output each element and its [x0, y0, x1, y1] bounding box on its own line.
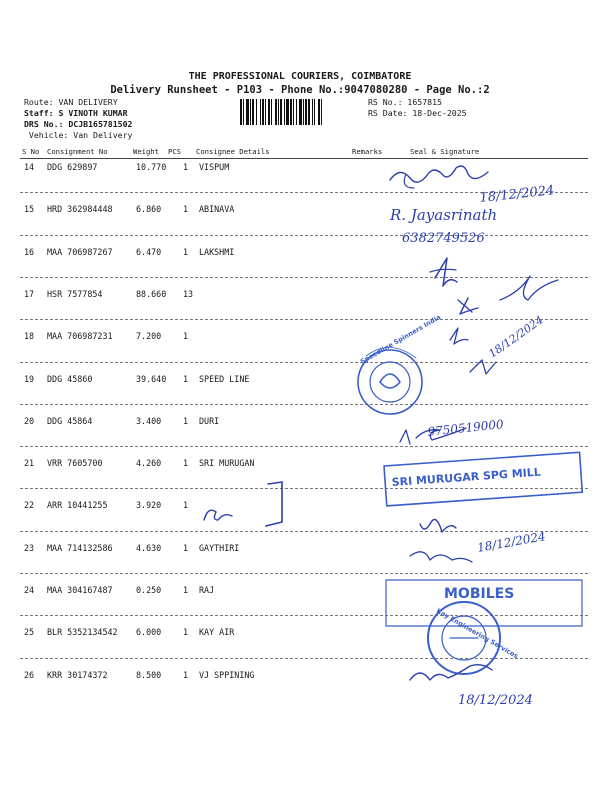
cell-consignment: KRR 30174372 [47, 669, 108, 680]
cell-pcs: 1 [183, 415, 189, 426]
cell-sno: 23 [24, 542, 35, 553]
barcode-bar [250, 99, 251, 125]
cell-pcs: 1 [183, 162, 189, 172]
cell-weight: 88.660 [136, 288, 167, 299]
cell-consignment: HSR 7577854 [47, 288, 103, 299]
cell-pcs: 13 [183, 288, 194, 299]
cell-pcs: 1 [183, 669, 189, 680]
barcode-bar [299, 99, 302, 125]
barcode-bar [278, 99, 279, 125]
date-handwritten-1: 18/12/2024 [478, 183, 555, 206]
barcode-bar [286, 99, 289, 125]
barcode-bar [321, 99, 322, 125]
route-label: Route: VAN DELIVERY [24, 97, 118, 107]
cell-consignee: SRI MURUGAN [199, 458, 255, 469]
barcode [240, 99, 362, 125]
cell-sno: 24 [24, 585, 35, 595]
runsheet-meta-right [368, 97, 467, 119]
cell-consignee: GAYTHIRI [199, 542, 240, 553]
cell-weight: 8.500 [136, 669, 162, 680]
signature-name-15: R. Jayasrinath [390, 206, 498, 224]
cell-consignment: MAA 304167487 [47, 585, 113, 595]
date-handwritten-4: 18/12/2024 [458, 693, 533, 708]
col-header-consignee: Consignee Details [196, 147, 270, 156]
cell-weight: 6.000 [136, 627, 162, 638]
cell-weight: 0.250 [136, 585, 162, 595]
cell-weight: 39.640 [136, 373, 167, 384]
cell-consignment: HRD 362984448 [47, 204, 113, 215]
cell-sno: 17 [24, 288, 35, 299]
cell-consignment: DDG 45864 [47, 415, 93, 426]
staff-label: Staff: S VINOTH KUMAR [24, 108, 128, 118]
date-handwritten-2: 18/12/2024 [486, 313, 546, 361]
barcode-bar [252, 99, 254, 125]
barcode-bar [290, 99, 292, 125]
barcode-bar [265, 99, 266, 125]
cell-weight: 6.470 [136, 246, 162, 257]
barcode-bar [243, 99, 244, 125]
cell-pcs: 1 [183, 458, 189, 469]
barcode-bar [303, 99, 304, 125]
rs-date: RS Date: 18-Dec-2025 [368, 108, 467, 118]
cell-pcs: 1 [183, 331, 189, 342]
cell-weight: 10.770 [136, 162, 167, 172]
runsheet-meta-left [24, 97, 132, 141]
cell-consignee: DURI [199, 415, 220, 426]
cell-consignment: DDG 629897 [47, 162, 98, 172]
cell-pcs: 1 [183, 585, 189, 595]
barcode-bar [308, 99, 310, 125]
col-header-consignment: Consignment No [47, 147, 108, 156]
signature-phone-20: 9750519000 [426, 417, 505, 439]
cell-consignee: VISPUM [199, 162, 230, 172]
cell-consignee: SPEED LINE [199, 373, 250, 384]
signatures-and-stamps [340, 150, 600, 710]
company-title: THE PROFESSIONAL COURIERS, COIMBATORE [188, 71, 412, 82]
signature-phone-15: 6382749526 [402, 231, 485, 246]
cell-sno: 15 [24, 204, 35, 215]
col-header-weight: Weight [133, 147, 159, 156]
barcode-bar [262, 99, 264, 125]
barcode-bar [268, 99, 270, 125]
cell-sno: 14 [24, 162, 35, 172]
barcode-bar [293, 99, 294, 125]
cell-pcs: 1 [183, 246, 189, 257]
barcode-bar [256, 99, 257, 125]
barcode-bar [246, 99, 249, 125]
cell-sno: 19 [24, 373, 35, 384]
barcode-bar [275, 99, 277, 125]
cell-pcs: 1 [183, 500, 189, 511]
date-handwritten-3: 18/12/2024 [476, 529, 547, 555]
barcode-bar [240, 99, 242, 125]
cell-consignment: BLR 5352134542 [47, 627, 118, 638]
barcode-bar [296, 99, 297, 125]
cell-sno: 16 [24, 246, 35, 257]
drs-label: DRS No.: DCJB165781502 [24, 119, 133, 129]
barcode-bar [314, 99, 315, 125]
stamp-text-21: SRI MURUGAR SPG MILL [391, 465, 542, 489]
barcode-bar [318, 99, 320, 125]
cell-consignee: LAKSHMI [199, 246, 235, 257]
barcode-bar [312, 99, 313, 125]
cell-weight: 3.920 [136, 500, 162, 511]
cell-sno: 21 [24, 458, 35, 469]
col-header-pcs: PCS [168, 147, 181, 156]
cell-consignment: ARR 10441255 [47, 500, 108, 511]
stamp-text-24: MOBILES [444, 586, 515, 602]
handwritten-mark-22 [196, 480, 296, 530]
cell-weight: 4.260 [136, 458, 162, 469]
cell-consignee: ABINAVA [199, 204, 235, 215]
cell-sno: 25 [24, 627, 35, 638]
col-header-sno: S No [22, 147, 40, 156]
cell-weight: 4.630 [136, 542, 162, 553]
cell-sno: 26 [24, 669, 35, 680]
rs-number: RS No.: 1657815 [368, 97, 442, 107]
cell-consignee: VJ SPPINING [199, 669, 255, 680]
cell-weight: 3.400 [136, 415, 162, 426]
cell-consignee: RAJ [199, 585, 215, 595]
cell-sno: 20 [24, 415, 35, 426]
vehicle-label: Vehicle: Van Delivery [24, 130, 133, 140]
stamp-text-25: Kay Engineering Services [435, 606, 520, 661]
cell-pcs: 1 [183, 627, 189, 638]
barcode-bar [271, 99, 272, 125]
cell-pcs: 1 [183, 373, 189, 384]
barcode-bar [280, 99, 282, 125]
cell-weight: 7.200 [136, 331, 162, 342]
cell-pcs: 1 [183, 542, 189, 553]
barcode-bar [284, 99, 285, 125]
cell-weight: 6.860 [136, 204, 162, 215]
runsheet-subtitle: Delivery Runsheet - P103 - Phone No.:9047080280 - Page No.:2 [110, 84, 490, 96]
cell-consignment: MAA 714132586 [47, 542, 113, 553]
cell-pcs: 1 [183, 204, 189, 215]
cell-sno: 22 [24, 500, 35, 511]
cell-sno: 18 [24, 331, 35, 342]
cell-consignee: KAY AIR [199, 627, 235, 638]
cell-consignment: VRR 7605700 [47, 458, 103, 469]
barcode-bar [260, 99, 261, 125]
barcode-bar [305, 99, 307, 125]
col-header-remarks: Remarks [352, 147, 383, 156]
cell-consignment: MAA 706987267 [47, 246, 113, 257]
cell-consignment: MAA 706987231 [47, 331, 113, 342]
col-header-seal: Seal & Signature [410, 147, 480, 156]
cell-consignment: DDG 45860 [47, 373, 93, 384]
stamp-text-19: Speedline Spinners India [359, 313, 443, 366]
